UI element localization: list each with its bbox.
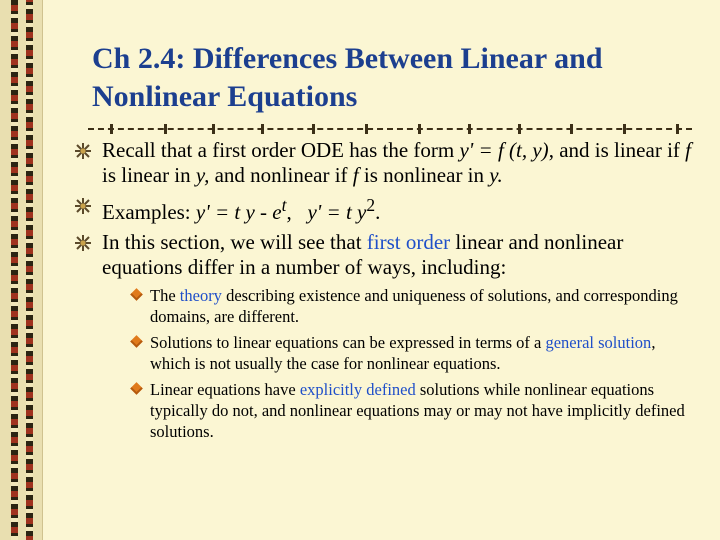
divider-tick	[518, 124, 521, 134]
subbullet-theory	[132, 285, 694, 327]
diamond-bullet-icon	[130, 288, 143, 301]
bullet-examples	[74, 193, 694, 225]
text: and nonlinear if	[209, 163, 353, 187]
divider-tick	[312, 124, 315, 134]
text: Solutions to linear equations can be expressed in terms of a	[150, 333, 546, 352]
text: Recall that a first order ODE has the form	[102, 138, 460, 162]
text: is nonlinear in	[358, 163, 490, 187]
text: solutions while nonlinear equations typically do not, and nonlinear equations may or may not have implicitly defined solutions.	[150, 380, 685, 441]
slide-body	[74, 138, 694, 447]
divider-tick	[570, 124, 573, 134]
asterisk-bullet-icon	[74, 234, 92, 252]
asterisk-bullet-icon	[74, 197, 92, 215]
math-f: f	[352, 163, 359, 187]
text: , which is not usually the case for nonlinear equations.	[150, 333, 656, 373]
divider-tick	[261, 124, 264, 134]
text: linear and nonlinear equations differ in a number of ways, including:	[102, 230, 624, 279]
text: In this section, we will see that	[102, 230, 367, 254]
divider-tick	[164, 124, 167, 134]
asterisk-bullet-icon	[74, 142, 92, 160]
highlight-first-order: first order	[366, 230, 451, 254]
divider-tick	[365, 124, 368, 134]
divider-tick	[468, 124, 471, 134]
diamond-bullet-icon	[130, 335, 143, 348]
rail-pattern-left	[11, 0, 18, 540]
math-superscript: 2	[366, 195, 376, 215]
math-example-linear: y' = t y - e	[195, 200, 282, 224]
text: The	[150, 286, 180, 305]
math-f: f	[685, 138, 691, 162]
slide-title: Ch 2.4: Differences Between Linear and Nonlinear Equations	[92, 42, 603, 113]
math-ode-form: y' = f (t, y)	[459, 138, 549, 162]
bullet-form-definition	[74, 138, 694, 188]
subbullet-explicit-solutions	[132, 379, 694, 442]
divider-tick	[623, 124, 626, 134]
math-y: y,	[195, 163, 210, 187]
text: Linear equations have	[150, 380, 300, 399]
highlight-theory: theory	[179, 286, 222, 305]
math-superscript: t	[281, 195, 287, 215]
text: is linear in	[102, 163, 196, 187]
text: describing existence and uniqueness of solutions, and corresponding domains, are different.	[150, 286, 678, 326]
math-y: y.	[489, 163, 503, 187]
divider-tick	[418, 124, 421, 134]
diamond-bullet-icon	[130, 382, 143, 395]
text: , and is linear if	[548, 138, 686, 162]
text: ,	[286, 200, 308, 224]
divider-tick	[676, 124, 679, 134]
highlight-general-solution: general solution	[545, 333, 652, 352]
divider-tick	[212, 124, 215, 134]
title-divider	[88, 128, 692, 134]
rail-pattern-right	[26, 0, 33, 540]
decorative-border-rail	[0, 0, 43, 540]
highlight-explicitly-defined: explicitly defined	[299, 380, 416, 399]
text: .	[375, 200, 381, 224]
math-example-nonlinear: y' = t y	[307, 200, 367, 224]
text: Examples:	[102, 200, 196, 224]
divider-tick	[110, 124, 113, 134]
bullet-section-intro	[74, 230, 694, 280]
subbullet-general-solution	[132, 332, 694, 374]
